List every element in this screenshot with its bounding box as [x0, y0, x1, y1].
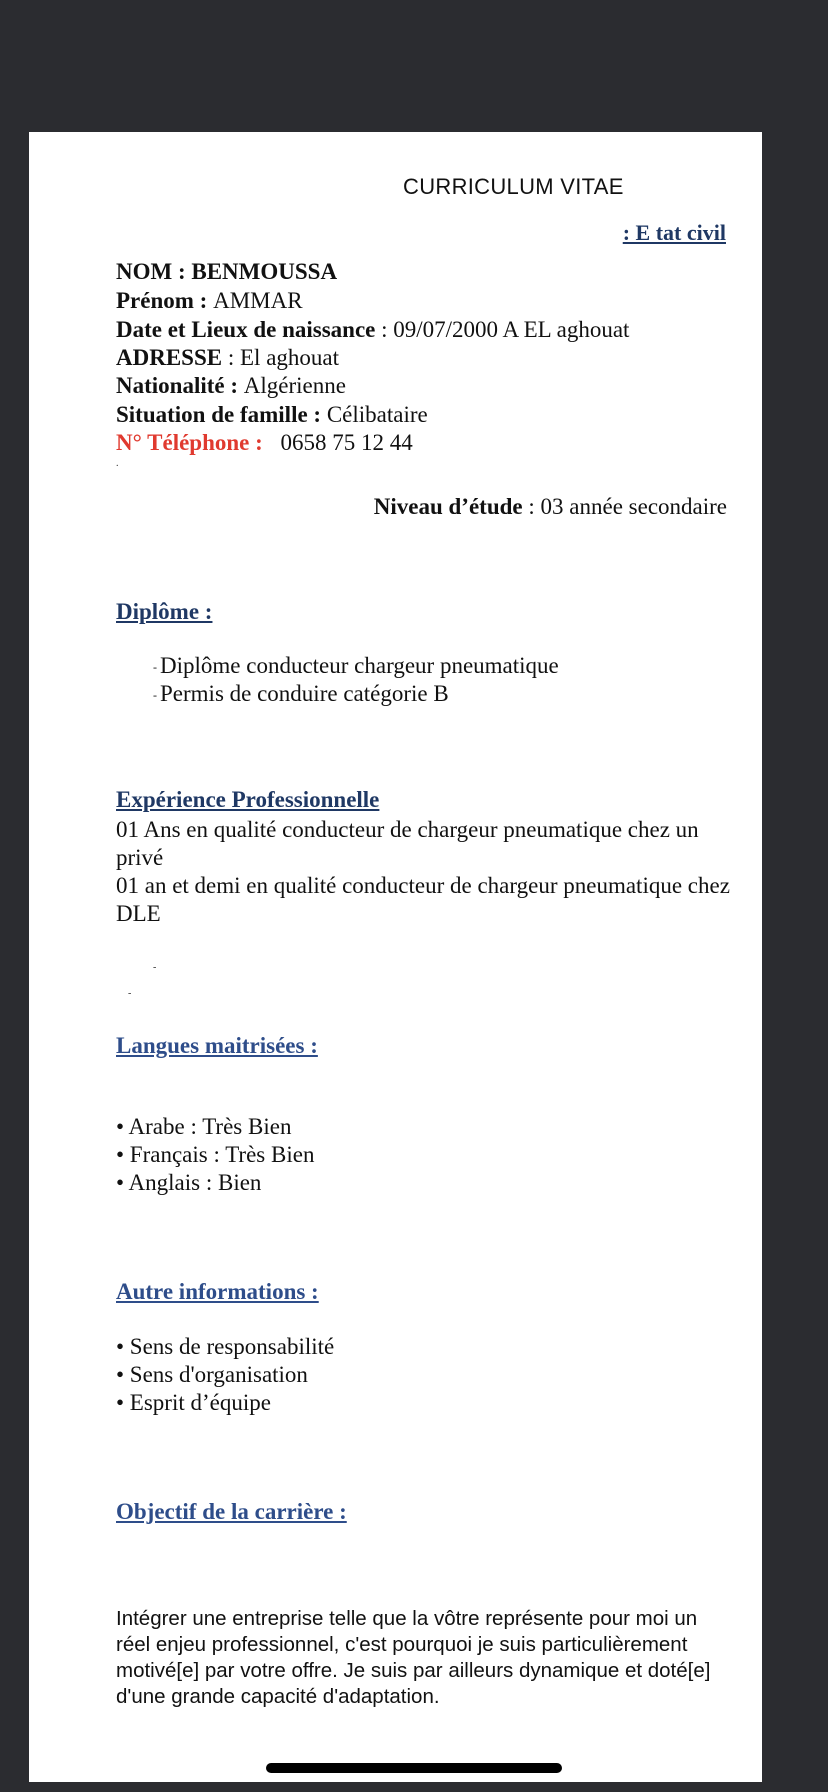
telephone-value: 0658 75 12 44: [280, 430, 413, 455]
niveau-line: [374, 494, 727, 520]
nom-label: NOM :: [116, 259, 192, 284]
adresse-value: : El aghouat: [222, 345, 339, 370]
experience-item: 01 Ans en qualité conducteur de chargeur pneumatique chez un privé: [116, 817, 699, 870]
prenom-label: Prénom :: [116, 288, 214, 313]
document-page: [29, 132, 762, 1782]
langue-item: • Français : Très Bien: [116, 1142, 315, 1167]
situation-value: Célibataire: [326, 402, 428, 427]
diplome-item: [153, 653, 559, 679]
prenom-line: [116, 288, 303, 314]
nationalite-line: [116, 373, 346, 399]
dash-bullet: -: [153, 688, 157, 703]
nom-value: BENMOUSSA: [191, 259, 338, 284]
situation-label: Situation de famille :: [116, 402, 327, 427]
dash-bullet: -: [153, 660, 157, 675]
niveau-value: : 03 année secondaire: [522, 494, 727, 519]
langue-item: • Arabe : Très Bien: [116, 1114, 292, 1139]
stray-dash: -: [128, 988, 132, 999]
prenom-value: AMMAR: [213, 288, 303, 313]
naissance-value: : 09/07/2000 A EL aghouat: [375, 317, 630, 342]
diplome-heading: Diplôme :: [116, 599, 213, 624]
adresse-line: [116, 345, 339, 371]
telephone-label: N° Téléphone :: [116, 430, 269, 455]
adresse-label: ADRESSE: [116, 345, 223, 370]
autre-item: • Sens d'organisation: [116, 1362, 308, 1387]
stray-mark: .: [116, 458, 119, 469]
nom-line: [116, 259, 337, 285]
diplome-item-text: Permis de conduire catégorie B: [160, 681, 449, 706]
telephone-line: [116, 430, 413, 456]
diplome-item: [153, 681, 449, 707]
stray-dash: -: [153, 962, 157, 973]
langue-item: • Anglais : Bien: [116, 1170, 262, 1195]
nationalite-label: Nationalité :: [116, 373, 244, 398]
experience-heading: Expérience Professionnelle: [116, 787, 380, 812]
experience-item: 01 an et demi en qualité conducteur de chargeur pneumatique chez DLE: [116, 873, 730, 926]
home-indicator[interactable]: [266, 1763, 562, 1773]
autre-item: • Sens de responsabilité: [116, 1334, 335, 1359]
situation-line: [116, 402, 428, 428]
etat-civil-heading: : E tat civil: [622, 220, 726, 245]
langues-heading: Langues maitrisées :: [116, 1033, 318, 1058]
naissance-line: [116, 317, 629, 343]
autres-heading: Autre informations :: [116, 1279, 319, 1304]
autre-item: • Esprit d’équipe: [116, 1390, 271, 1415]
objectif-text: Intégrer une entreprise telle que la vôtre représente pour moi un réel enjeu professionnel, c'est pourquoi je suis particulièrement motivé[e] par votre offre. Je suis par ailleurs dynamique et doté[e] d'une grande capacité d'adaptation.: [116, 1607, 711, 1708]
niveau-label: Niveau d’étude: [373, 494, 523, 519]
diplome-item-text: Diplôme conducteur chargeur pneumatique: [160, 653, 559, 678]
document-title: CURRICULUM VITAE: [403, 174, 624, 199]
naissance-label: Date et Lieux de naissance: [116, 317, 376, 342]
objectif-heading: Objectif de la carrière :: [116, 1499, 347, 1524]
nationalite-value: Algérienne: [243, 373, 346, 398]
